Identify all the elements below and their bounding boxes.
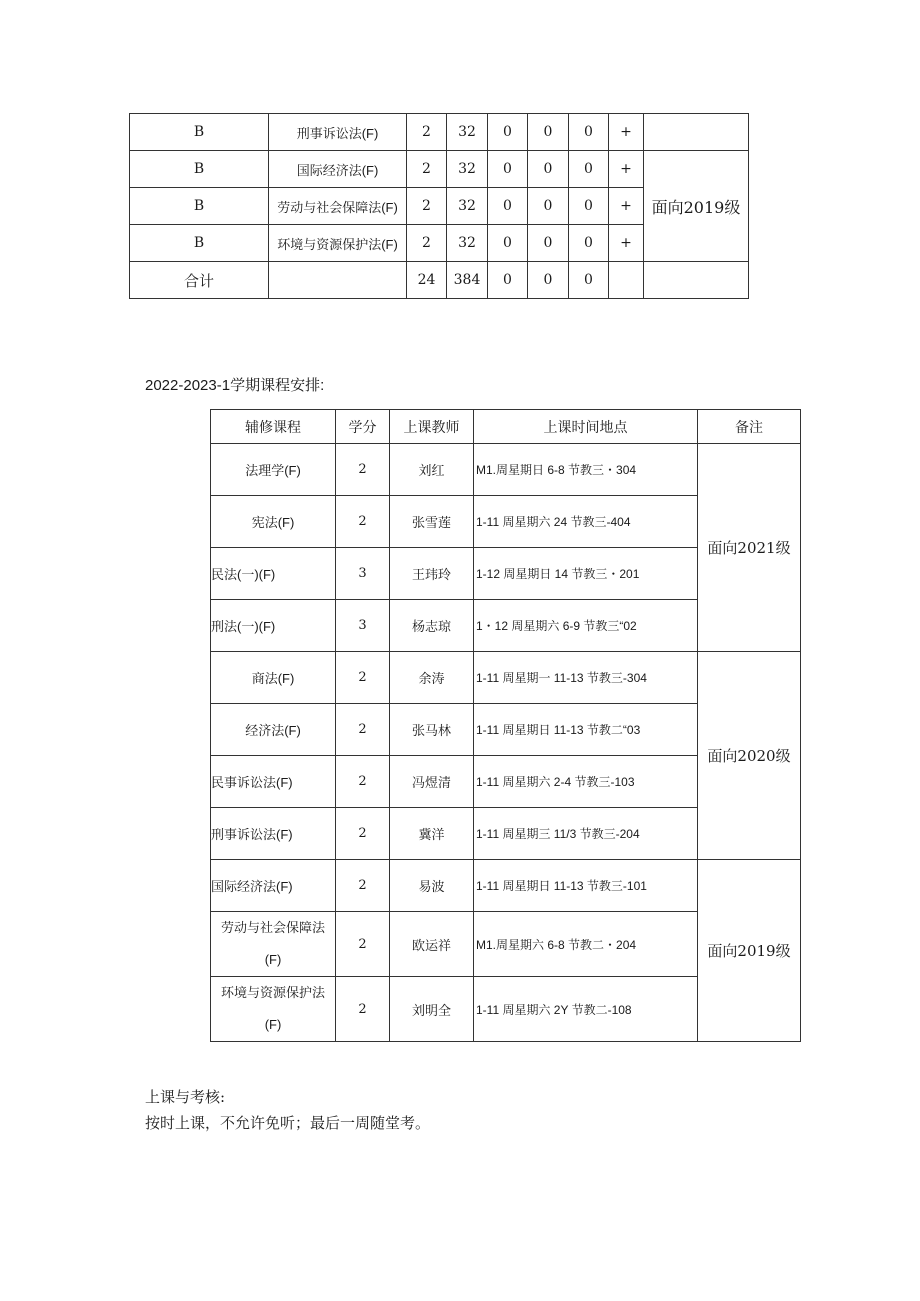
course-type: B [130, 151, 269, 188]
course-name [211, 977, 336, 1042]
course-name: 国际经济法(F) [269, 151, 407, 188]
total-value: 0 [569, 262, 609, 299]
hours: 32 [447, 225, 488, 262]
course-type: B [130, 188, 269, 225]
value: 0 [569, 225, 609, 262]
teacher: 欧运祥 [390, 912, 474, 977]
time-location: 1-11 周星期日 11-13 节教三-101 [474, 860, 698, 912]
teacher: 刘明全 [390, 977, 474, 1042]
mark: + [609, 225, 644, 262]
empty-cell [269, 262, 407, 299]
table-row [211, 652, 801, 704]
time-location: 1-11 周星期一 11-13 节教三-304 [474, 652, 698, 704]
teacher: 张雪莲 [390, 496, 474, 548]
value: 0 [488, 151, 528, 188]
hours: 32 [447, 188, 488, 225]
total-credits: 24 [407, 262, 447, 299]
time-location: 1-11 周星期日 11-13 节教二“03 [474, 704, 698, 756]
teacher: 易波 [390, 860, 474, 912]
course-name: 劳动与社会保障法(F) [269, 188, 407, 225]
note-empty [644, 114, 749, 151]
total-value: 0 [528, 262, 569, 299]
assessment-title: 上课与考核: [145, 1088, 226, 1106]
credits: 2 [336, 496, 390, 548]
course-name: 法理学(F) [211, 444, 336, 496]
table-header [211, 410, 801, 444]
value: 0 [528, 188, 569, 225]
course-name: 刑事诉讼法(F) [269, 114, 407, 151]
credits: 2 [336, 704, 390, 756]
assessment-text: 按时上课，不允许免听；最后一周随堂考。 [145, 1114, 431, 1132]
course-name-line1: 环境与资源保护法 [220, 985, 325, 1000]
course-name: 刑事诉讼法(F) [211, 808, 336, 860]
value: 0 [528, 151, 569, 188]
table-row [130, 114, 749, 151]
credits: 2 [407, 225, 447, 262]
note-cell: 面向2021级 [698, 444, 801, 652]
course-name: 民法(一)(F) [211, 548, 336, 600]
total-label: 合计 [130, 262, 269, 299]
teacher: 王玮玲 [390, 548, 474, 600]
empty-cell [644, 262, 749, 299]
credits: 3 [336, 600, 390, 652]
table-row [211, 444, 801, 496]
course-name: 商法(F) [211, 652, 336, 704]
time-location: 1・12 周星期六 6-9 节教三“02 [474, 600, 698, 652]
course-type: B [130, 225, 269, 262]
course-name: 经济法(F) [211, 704, 336, 756]
credits: 2 [336, 444, 390, 496]
table-row [211, 860, 801, 912]
course-table-previous [129, 113, 749, 299]
course-name: 国际经济法(F) [211, 860, 336, 912]
time-location: 1-11 周星期六 2Y 节教二-108 [474, 977, 698, 1042]
course-schedule-table [210, 409, 801, 1042]
value: 0 [569, 151, 609, 188]
value: 0 [569, 188, 609, 225]
teacher: 冀洋 [390, 808, 474, 860]
course-name [211, 912, 336, 977]
time-location: M1.周星期六 6-8 节教二・204 [474, 912, 698, 977]
course-name-line2: (F) [264, 1017, 282, 1032]
teacher: 张马林 [390, 704, 474, 756]
credits: 2 [407, 151, 447, 188]
value: 0 [528, 114, 569, 151]
credits: 2 [336, 808, 390, 860]
credits: 2 [336, 652, 390, 704]
teacher: 杨志琼 [390, 600, 474, 652]
note-cell: 面向2019级 [698, 860, 801, 1042]
course-name: 民事诉讼法(F) [211, 756, 336, 808]
teacher: 刘红 [390, 444, 474, 496]
value: 0 [488, 188, 528, 225]
mark: + [609, 151, 644, 188]
section-title: 2022-2023-1学期课程安排: [145, 377, 325, 394]
time-location: 1-11 周星期六 24 节教三-404 [474, 496, 698, 548]
credits: 2 [336, 912, 390, 977]
credits: 3 [336, 548, 390, 600]
time-location: 1-12 周星期日 14 节教三・201 [474, 548, 698, 600]
course-type: B [130, 114, 269, 151]
credits: 2 [336, 756, 390, 808]
header-note: 备注 [698, 410, 801, 444]
time-location: 1-11 周星期六 2-4 节教三-103 [474, 756, 698, 808]
hours: 32 [447, 114, 488, 151]
time-location: 1-11 周星期三 11/3 节教三-204 [474, 808, 698, 860]
credits: 2 [336, 977, 390, 1042]
total-value: 0 [488, 262, 528, 299]
header-time: 上课时间地点 [474, 410, 698, 444]
value: 0 [488, 114, 528, 151]
credits: 2 [407, 188, 447, 225]
course-name-line2: (F) [264, 952, 282, 967]
value: 0 [528, 225, 569, 262]
value: 0 [488, 225, 528, 262]
mark: + [609, 114, 644, 151]
mark: + [609, 188, 644, 225]
empty-cell [609, 262, 644, 299]
course-name: 环境与资源保护法(F) [269, 225, 407, 262]
hours: 32 [447, 151, 488, 188]
header-teacher: 上课教师 [390, 410, 474, 444]
header-credits: 学分 [336, 410, 390, 444]
course-name-line1: 劳动与社会保障法 [220, 920, 325, 935]
teacher: 冯煜清 [390, 756, 474, 808]
time-location: M1.周星期日 6-8 节教三・304 [474, 444, 698, 496]
table-row [130, 151, 749, 188]
note-cell: 面向2019级 [644, 151, 749, 262]
total-row [130, 262, 749, 299]
note-cell: 面向2020级 [698, 652, 801, 860]
header-course: 辅修课程 [211, 410, 336, 444]
course-name: 刑法(一)(F) [211, 600, 336, 652]
teacher: 余涛 [390, 652, 474, 704]
value: 0 [569, 114, 609, 151]
credits: 2 [407, 114, 447, 151]
course-name: 宪法(F) [211, 496, 336, 548]
credits: 2 [336, 860, 390, 912]
total-hours: 384 [447, 262, 488, 299]
